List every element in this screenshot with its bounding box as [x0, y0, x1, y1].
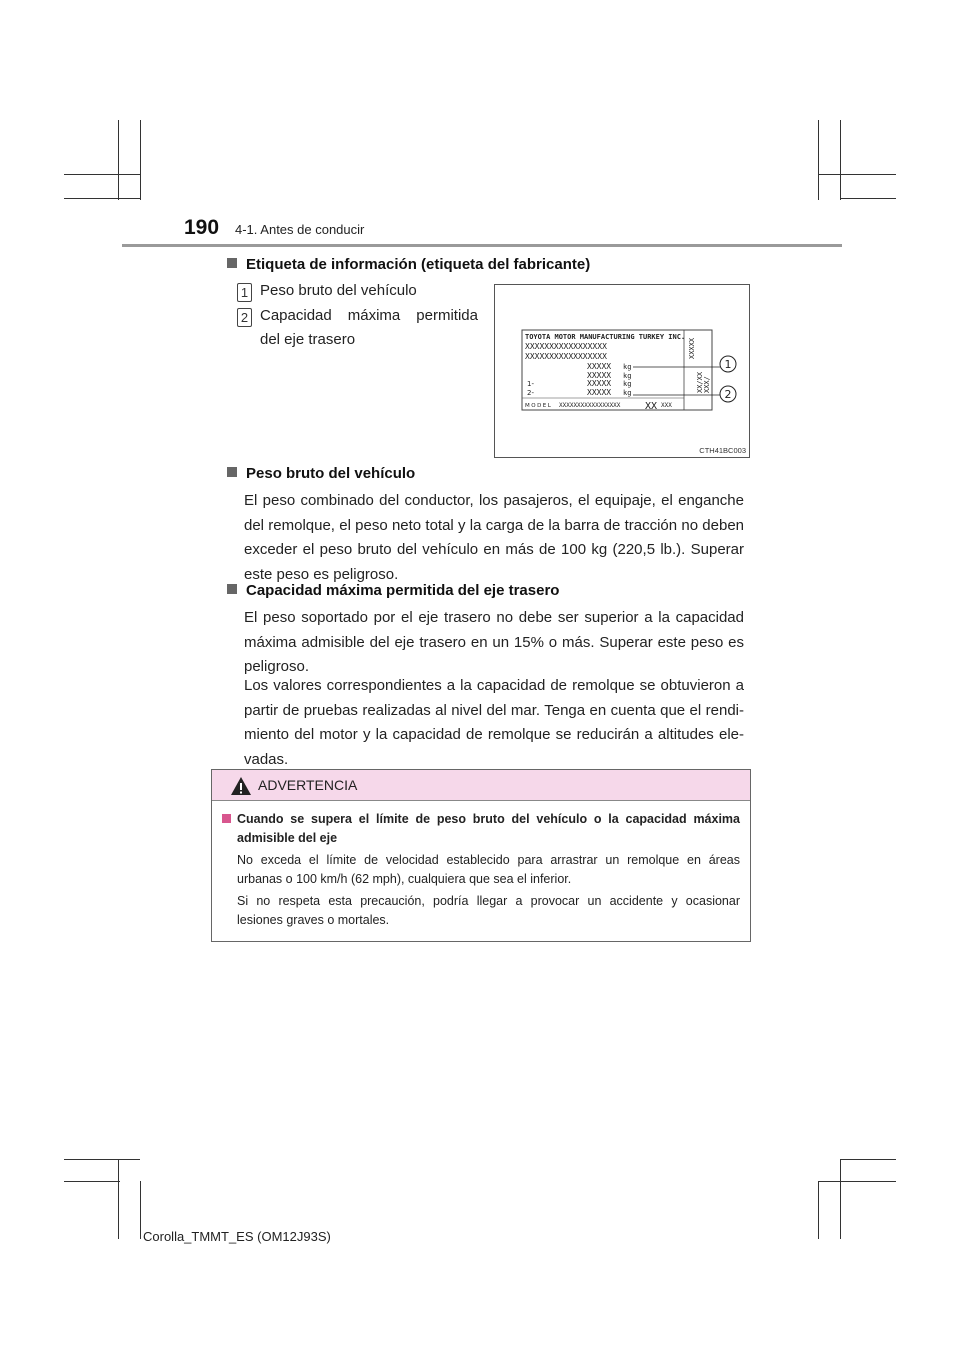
section-title: 4-1. Antes de conducir — [235, 222, 365, 237]
label-line2: XXXXXXXXXXXXXXXXX — [525, 342, 607, 351]
label-row4: XXXXX — [587, 388, 612, 397]
warning-body — [222, 810, 740, 930]
label-row3-prefix: 1- — [527, 380, 534, 388]
footer-text: Corolla_TMMT_ES (OM12J93S) — [143, 1229, 331, 1244]
label-row1: XXXXX — [587, 362, 612, 371]
heading-info-label: Etiqueta de información (etiqueta del fabricante) — [227, 256, 590, 273]
callout-number-2: 2 — [237, 308, 252, 327]
warning-paragraph-2: Si no respeta esta precaución, podría llegar a provocar un accidente y ocasionar lesiones graves o mortales. — [237, 894, 740, 927]
square-bullet-icon — [227, 584, 237, 594]
callout-1: 1 — [724, 358, 732, 371]
warning-title: ADVERTENCIA — [258, 777, 358, 793]
label-model-xxx: XXX — [661, 402, 672, 409]
paragraph-gross-weight: El peso combinado del conductor, los pasajeros, el equipaje, el enganche del remolque, el peso neto total y la carga de la barra de tracción no deben exceder el peso bruto del vehículo en más de 100 kg (220,5 lb.). Superar este peso es peligroso. — [244, 492, 744, 583]
warning-heading: Cuando se supera el límite de peso bruto del vehículo o la capacidad máxima admisible del eje — [222, 810, 740, 848]
label-side-col3: XXX/ — [703, 376, 711, 393]
heading-gross-weight: Peso bruto del vehículo — [227, 465, 415, 482]
label-side-col1: XXXXX — [688, 337, 696, 359]
square-bullet-icon — [227, 467, 237, 477]
header-divider — [122, 244, 842, 247]
heading-rear-axle: Capacidad máxima permitida del eje trasero — [227, 582, 559, 599]
label-row2-unit: kg — [623, 372, 632, 380]
label-row3: XXXXX — [587, 379, 612, 388]
callout-number-1: 1 — [237, 283, 252, 302]
label-company: TOYOTA MOTOR MANUFACTURING TURKEY INC. — [525, 333, 686, 341]
label-row1-unit: kg — [623, 363, 632, 371]
square-bullet-icon — [227, 258, 237, 268]
label-line3: XXXXXXXXXXXXXXXXX — [525, 352, 607, 361]
manufacturer-label-illustration — [495, 285, 749, 457]
label-row2: XXXXX — [587, 371, 612, 380]
page-number: 190 — [184, 216, 220, 239]
label-figure — [494, 284, 750, 458]
label-row4-prefix: 2- — [527, 389, 534, 397]
label-model-value: XXXXXXXXXXXXXXXXX — [559, 402, 621, 409]
item-rear-axle-line2: del eje trasero — [260, 331, 356, 348]
warning-header — [212, 770, 750, 801]
item-rear-axle-line1: Capacidad máxima permitida — [260, 307, 478, 324]
warning-box — [211, 769, 751, 942]
paragraph-rear-axle-1: El peso soportado por el eje trasero no debe ser superior a la capacidad máxima admisible del eje trasero en un 15% o más. Superar este peso es peligroso. — [244, 609, 744, 675]
square-bullet-icon — [222, 814, 231, 823]
label-model-xx: XX — [645, 401, 658, 412]
warning-triangle-icon — [230, 776, 252, 796]
label-model: MODEL — [525, 403, 553, 409]
label-row4-unit: kg — [623, 389, 632, 397]
figure-code: CTH41BC003 — [699, 446, 746, 455]
paragraph-rear-axle-2: Los valores correspondientes a la capacidad de remolque se obtuvieron a partir de pruebas realizadas al nivel del mar. Tenga en cuenta que el rendi- miento del motor y la capacidad de remolque se reducirán a altitudes ele- vadas. — [244, 677, 744, 768]
callout-2: 2 — [724, 388, 732, 401]
label-row3-unit: kg — [623, 380, 632, 388]
item-gross-weight: Peso bruto del vehículo — [260, 282, 417, 299]
label-side-col2: XX/XX — [696, 371, 704, 393]
warning-paragraph-1: No exceda el límite de velocidad establecido para arrastrar un remolque en áreas urbanas o 100 km/h (62 mph), cualquiera que sea el inferior. — [237, 853, 740, 886]
